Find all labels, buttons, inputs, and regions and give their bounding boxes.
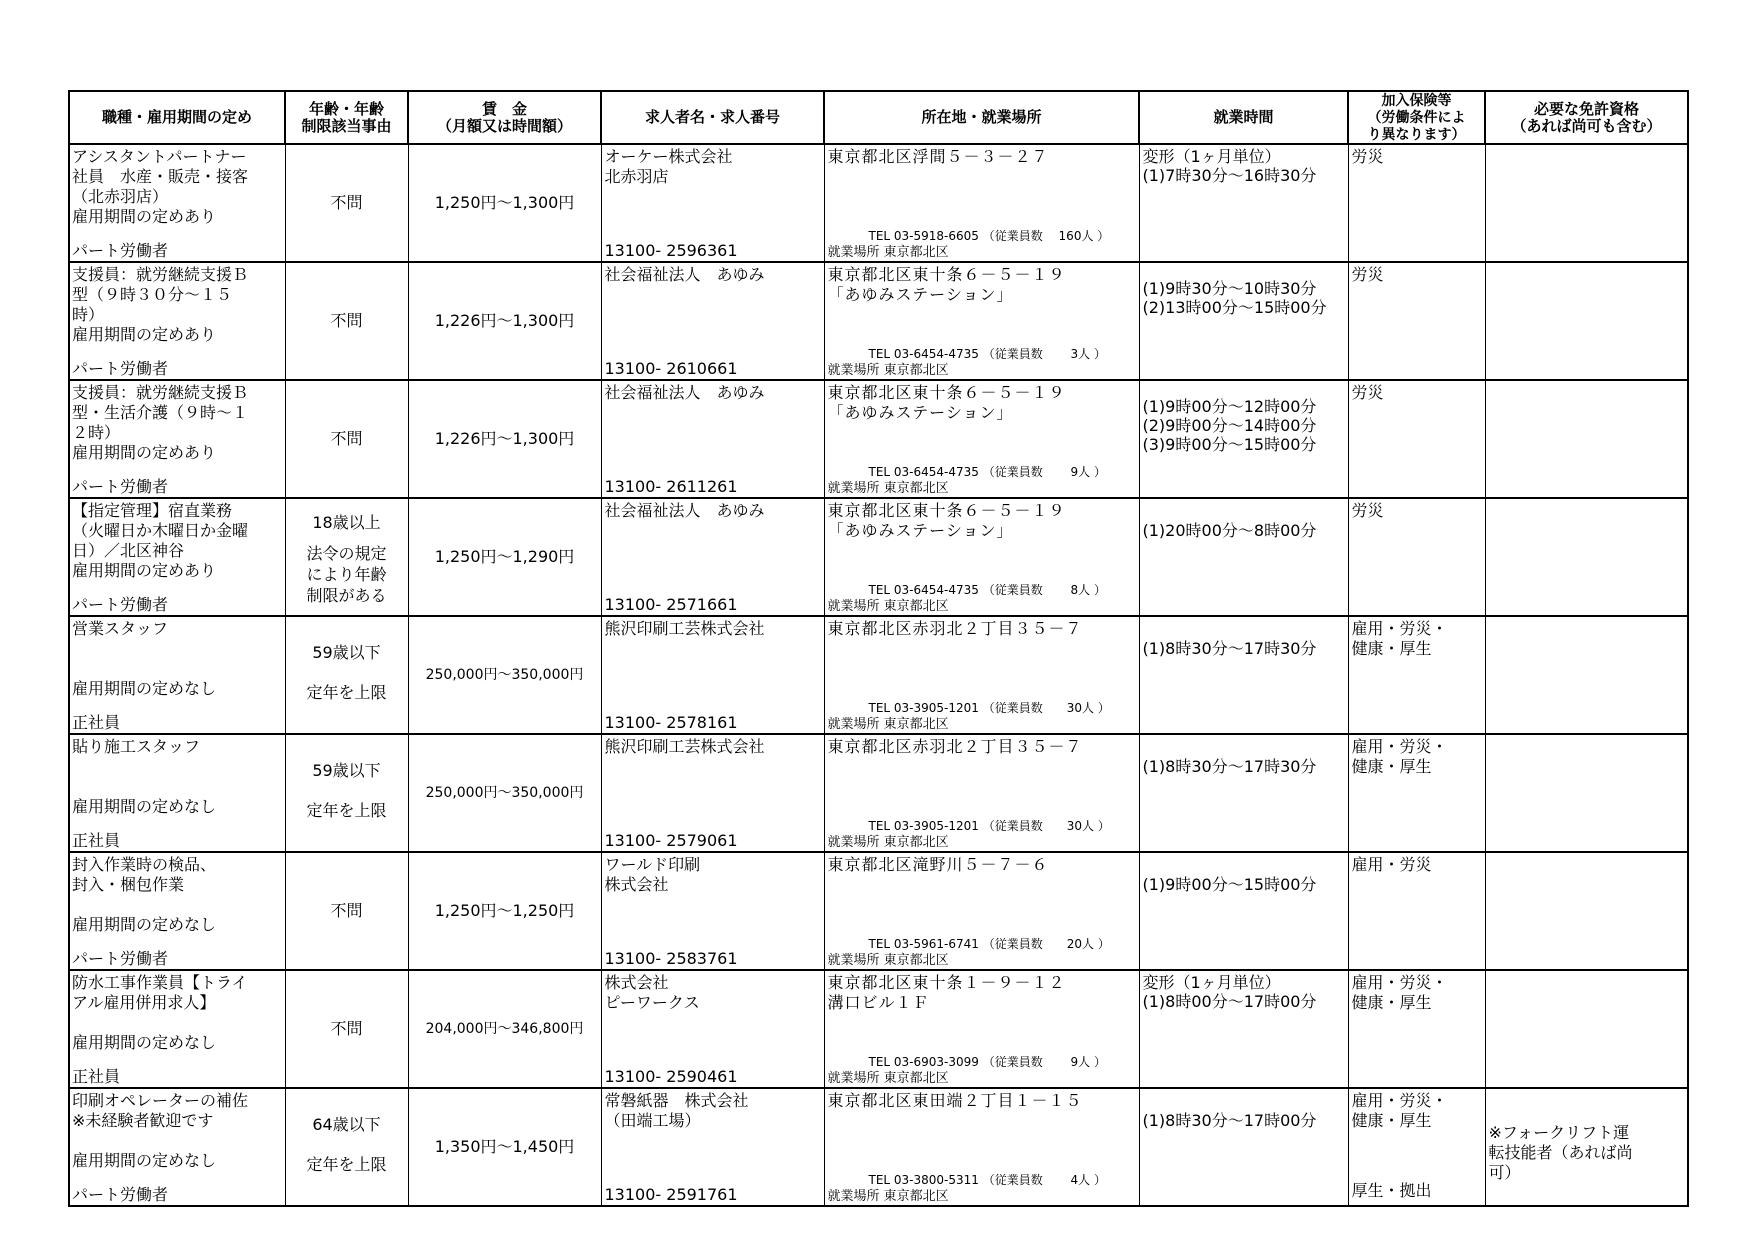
license-cell xyxy=(1485,262,1688,380)
header-license: 必要な免許資格 （あれば尚可も含む） xyxy=(1485,91,1688,144)
header-hours: 就業時間 xyxy=(1139,91,1348,144)
employer-cell xyxy=(601,380,824,498)
job-title: 封入作業時の検品、 封入・梱包作業 雇用期間の定めなし xyxy=(72,855,217,934)
table-row xyxy=(69,1088,1688,1206)
wage-cell xyxy=(408,498,601,616)
job-title: アシスタントパートナー 社員 水産・販売・接客 （北赤羽店） 雇用期間の定めあり xyxy=(72,147,249,226)
work-area: 就業場所 東京都北区 xyxy=(827,599,949,614)
job-title: 印刷オペレーターの補佐 ※未経験者歓迎です 雇用期間の定めなし xyxy=(72,1091,249,1170)
address: 東京都北区赤羽北２丁目３５－７ xyxy=(827,619,1083,638)
employer-cell xyxy=(601,144,824,262)
employer-cell xyxy=(601,498,824,616)
hours-cell xyxy=(1139,1088,1348,1206)
hours-cell xyxy=(1139,734,1348,852)
address: 東京都北区赤羽北２丁目３５－７ xyxy=(827,737,1083,756)
wage-range: 1,250円～1,250円 xyxy=(434,901,575,920)
header-age: 年齢・年齢 制限該当事由 xyxy=(285,91,408,144)
insurance-cell xyxy=(1348,262,1485,380)
wage-cell xyxy=(408,380,601,498)
job-number: 13100- 2596361 xyxy=(604,241,738,260)
phone-employees: TEL 03-6454-4735 （従業員数 8人 ） xyxy=(868,583,1106,597)
insurance: 雇用・労災・ 健康・厚生 xyxy=(1351,737,1448,776)
required-license: ※フォークリフト運 転技能者（あれば尚 可） xyxy=(1488,1123,1633,1182)
working-hours: (1)9時00分～12時00分 (2)9時00分～14時00分 (3)9時00分～15時00分 xyxy=(1142,397,1317,454)
employment-type: 正社員 xyxy=(72,1067,121,1086)
insurance-cell xyxy=(1348,852,1485,970)
employer-cell xyxy=(601,616,824,734)
wage-range: 204,000円～346,800円 xyxy=(425,1021,584,1037)
employer-cell xyxy=(601,262,824,380)
insurance-cell xyxy=(1348,734,1485,852)
job-cell xyxy=(69,970,285,1088)
insurance: 労災 xyxy=(1351,501,1384,520)
table-header-row xyxy=(69,91,1688,144)
wage-range: 250,000円～350,000円 xyxy=(425,667,584,683)
job-title: 営業スタッフ 雇用期間の定めなし xyxy=(72,619,217,698)
license-cell xyxy=(1485,970,1688,1088)
address: 東京都北区東田端２丁目１－１５ xyxy=(827,1091,1083,1110)
license-cell xyxy=(1485,616,1688,734)
employment-type: パート労働者 xyxy=(72,477,169,496)
employer-cell xyxy=(601,970,824,1088)
insurance-cell xyxy=(1348,970,1485,1088)
job-listing-sheet xyxy=(68,90,1687,1207)
hours-cell xyxy=(1139,498,1348,616)
age-reason: 法令の規定 により年齢 制限がある xyxy=(306,544,387,605)
work-area: 就業場所 東京都北区 xyxy=(827,717,949,732)
insurance-cell xyxy=(1348,380,1485,498)
job-number: 13100- 2611261 xyxy=(604,477,738,496)
job-cell xyxy=(69,734,285,852)
employer-cell xyxy=(601,852,824,970)
age-requirement: 64歳以下 xyxy=(312,1115,381,1134)
insurance: 労災 xyxy=(1351,265,1384,284)
age-cell xyxy=(285,970,408,1088)
wage-cell xyxy=(408,262,601,380)
job-number: 13100- 2610661 xyxy=(604,359,738,378)
phone-employees: TEL 03-3800-5311 （従業員数 4人 ） xyxy=(868,1173,1106,1187)
working-hours: 変形（1ヶ月単位） (1)8時00分～17時00分 xyxy=(1142,973,1317,1011)
job-cell xyxy=(69,498,285,616)
wage-cell xyxy=(408,852,601,970)
employment-type: パート労働者 xyxy=(72,595,169,614)
location-cell xyxy=(824,498,1139,616)
employment-type: パート労働者 xyxy=(72,1185,169,1204)
age-cell xyxy=(285,262,408,380)
header-wage: 賃 金 （月額又は時間額） xyxy=(408,91,601,144)
insurance: 労災 xyxy=(1351,383,1384,402)
license-cell xyxy=(1485,498,1688,616)
working-hours: (1)8時30分～17時00分 xyxy=(1142,1111,1317,1130)
table-row xyxy=(69,144,1688,262)
age-cell xyxy=(285,380,408,498)
working-hours: 変形（1ヶ月単位） (1)7時30分～16時30分 xyxy=(1142,147,1317,185)
employer-cell xyxy=(601,1088,824,1206)
job-title: 防水工事作業員【トライ アル雇用併用求人】 雇用期間の定めなし xyxy=(72,973,248,1052)
job-listing-table xyxy=(68,90,1689,1207)
location-cell xyxy=(824,852,1139,970)
insurance: 雇用・労災・ 健康・厚生 xyxy=(1351,1091,1448,1130)
job-title: 支援員：就労継続支援Ｂ 型・生活介護（９時～１ ２時） 雇用期間の定めあり xyxy=(72,383,249,462)
header-insurance: 加入保険等 （労働条件によ り異なります） xyxy=(1348,91,1485,144)
working-hours: (1)20時00分～8時00分 xyxy=(1142,521,1317,540)
employer-name: 社会福祉法人 あゆみ xyxy=(604,265,765,284)
phone-employees: TEL 03-3905-1201 （従業員数 30人 ） xyxy=(868,819,1110,833)
employment-type: 正社員 xyxy=(72,713,121,732)
insurance: 雇用・労災・ 健康・厚生 xyxy=(1351,619,1448,658)
address: 東京都北区東十条６－５－１９ 「あゆみステーション」 xyxy=(827,265,1066,304)
employer-name: 熊沢印刷工芸株式会社 xyxy=(604,619,765,638)
table-row xyxy=(69,380,1688,498)
insurance-cell xyxy=(1348,498,1485,616)
license-cell xyxy=(1485,1088,1688,1206)
hours-cell xyxy=(1139,970,1348,1088)
work-area: 就業場所 東京都北区 xyxy=(827,245,949,260)
wage-range: 1,250円～1,290円 xyxy=(434,547,575,566)
wage-range: 1,226円～1,300円 xyxy=(434,311,575,330)
table-row xyxy=(69,970,1688,1088)
employer-name: 株式会社 ピーワークス xyxy=(604,973,700,1012)
job-number: 13100- 2591761 xyxy=(604,1185,738,1204)
age-requirement: 59歳以下 xyxy=(312,643,381,662)
wage-cell xyxy=(408,616,601,734)
job-number: 13100- 2578161 xyxy=(604,713,738,732)
insurance-cell xyxy=(1348,1088,1485,1206)
job-cell xyxy=(69,1088,285,1206)
hours-cell xyxy=(1139,852,1348,970)
wage-range: 1,250円～1,300円 xyxy=(434,193,575,212)
job-number: 13100- 2590461 xyxy=(604,1067,738,1086)
work-area: 就業場所 東京都北区 xyxy=(827,363,949,378)
table-row xyxy=(69,734,1688,852)
location-cell xyxy=(824,1088,1139,1206)
phone-employees: TEL 03-3905-1201 （従業員数 30人 ） xyxy=(868,701,1110,715)
work-area: 就業場所 東京都北区 xyxy=(827,835,949,850)
location-cell xyxy=(824,262,1139,380)
employment-type: 正社員 xyxy=(72,831,121,850)
phone-employees: TEL 03-5961-6741 （従業員数 20人 ） xyxy=(868,937,1110,951)
employer-name: 常磐紙器 株式会社 （田端工場） xyxy=(604,1091,749,1130)
age-cell xyxy=(285,852,408,970)
age-cell xyxy=(285,1088,408,1206)
employer-cell xyxy=(601,734,824,852)
license-cell xyxy=(1485,144,1688,262)
insurance-cell xyxy=(1348,616,1485,734)
employer-name: 熊沢印刷工芸株式会社 xyxy=(604,737,765,756)
employment-type: パート労働者 xyxy=(72,359,169,378)
phone-employees: TEL 03-6903-3099 （従業員数 9人 ） xyxy=(868,1055,1106,1069)
age-reason: 定年を上限 xyxy=(306,683,387,702)
age-requirement: 不問 xyxy=(330,429,363,448)
employer-name: 社会福祉法人 あゆみ xyxy=(604,383,765,402)
age-cell xyxy=(285,616,408,734)
wage-range: 250,000円～350,000円 xyxy=(425,785,584,801)
table-row xyxy=(69,616,1688,734)
age-cell xyxy=(285,144,408,262)
phone-employees: TEL 03-6454-4735 （従業員数 9人 ） xyxy=(868,465,1106,479)
wage-cell xyxy=(408,970,601,1088)
address: 東京都北区滝野川５－７－６ xyxy=(827,855,1049,874)
location-cell xyxy=(824,380,1139,498)
age-requirement: 不問 xyxy=(330,193,363,212)
work-area: 就業場所 東京都北区 xyxy=(827,1189,949,1204)
employer-name: ワールド印刷 株式会社 xyxy=(604,855,701,894)
employer-name: 社会福祉法人 あゆみ xyxy=(604,501,765,520)
header-job-type: 職種・雇用期間の定め xyxy=(69,91,285,144)
location-cell xyxy=(824,970,1139,1088)
table-row xyxy=(69,262,1688,380)
license-cell xyxy=(1485,852,1688,970)
age-cell xyxy=(285,734,408,852)
job-cell xyxy=(69,852,285,970)
job-number: 13100- 2583761 xyxy=(604,949,738,968)
address: 東京都北区東十条６－５－１９ 「あゆみステーション」 xyxy=(827,383,1066,422)
age-requirement: 59歳以下 xyxy=(312,761,381,780)
age-requirement: 不問 xyxy=(330,901,363,920)
age-reason: 定年を上限 xyxy=(306,1155,387,1174)
license-cell xyxy=(1485,734,1688,852)
job-number: 13100- 2571661 xyxy=(604,595,738,614)
work-area: 就業場所 東京都北区 xyxy=(827,481,949,496)
hours-cell xyxy=(1139,380,1348,498)
header-employer: 求人者名・求人番号 xyxy=(601,91,824,144)
age-requirement: 不問 xyxy=(330,311,363,330)
age-requirement: 18歳以上 xyxy=(312,513,381,532)
job-number: 13100- 2579061 xyxy=(604,831,738,850)
job-cell xyxy=(69,616,285,734)
insurance: 雇用・労災 xyxy=(1351,855,1432,874)
hours-cell xyxy=(1139,144,1348,262)
phone-employees: TEL 03-6454-4735 （従業員数 3人 ） xyxy=(868,347,1106,361)
age-reason: 定年を上限 xyxy=(306,801,387,820)
license-cell xyxy=(1485,380,1688,498)
job-title: 貼り施工スタッフ 雇用期間の定めなし xyxy=(72,737,217,816)
hours-cell xyxy=(1139,616,1348,734)
working-hours: (1)9時00分～15時00分 xyxy=(1142,875,1317,894)
phone-employees: TEL 03-5918-6605 （従業員数 160人 ） xyxy=(868,229,1110,243)
insurance-cell xyxy=(1348,144,1485,262)
job-title: 支援員：就労継続支援Ｂ 型（９時３０分～１５ 時） 雇用期間の定めあり xyxy=(72,265,249,344)
address: 東京都北区浮間５－３－２７ xyxy=(827,147,1049,166)
employment-type: パート労働者 xyxy=(72,241,169,260)
wage-cell xyxy=(408,1088,601,1206)
age-cell xyxy=(285,498,408,616)
job-cell xyxy=(69,380,285,498)
header-location: 所在地・就業場所 xyxy=(824,91,1139,144)
wage-range: 1,350円～1,450円 xyxy=(434,1137,575,1156)
job-cell xyxy=(69,144,285,262)
location-cell xyxy=(824,734,1139,852)
work-area: 就業場所 東京都北区 xyxy=(827,1071,949,1086)
employer-name: オーケー株式会社 北赤羽店 xyxy=(604,147,733,186)
wage-cell xyxy=(408,734,601,852)
location-cell xyxy=(824,616,1139,734)
insurance: 労災 xyxy=(1351,147,1384,166)
address: 東京都北区東十条１－９－１２ 溝口ビル１Ｆ xyxy=(827,973,1066,1012)
insurance: 雇用・労災・ 健康・厚生 xyxy=(1351,973,1448,1012)
address: 東京都北区東十条６－５－１９ 「あゆみステーション」 xyxy=(827,501,1066,540)
table-row xyxy=(69,498,1688,616)
work-area: 就業場所 東京都北区 xyxy=(827,953,949,968)
working-hours: (1)9時30分～10時30分 (2)13時00分～15時00分 xyxy=(1142,279,1327,317)
age-requirement: 不問 xyxy=(330,1019,363,1038)
table-row xyxy=(69,852,1688,970)
working-hours: (1)8時30分～17時30分 xyxy=(1142,757,1317,776)
working-hours: (1)8時30分～17時30分 xyxy=(1142,639,1317,658)
wage-cell xyxy=(408,144,601,262)
job-cell xyxy=(69,262,285,380)
employment-type: パート労働者 xyxy=(72,949,169,968)
wage-range: 1,226円～1,300円 xyxy=(434,429,575,448)
location-cell xyxy=(824,144,1139,262)
insurance-extra: 厚生・拠出 xyxy=(1351,1181,1432,1200)
hours-cell xyxy=(1139,262,1348,380)
job-title: 【指定管理】宿直業務 （火曜日か木曜日か金曜 日）／北区神谷 雇用期間の定めあり xyxy=(72,501,249,580)
